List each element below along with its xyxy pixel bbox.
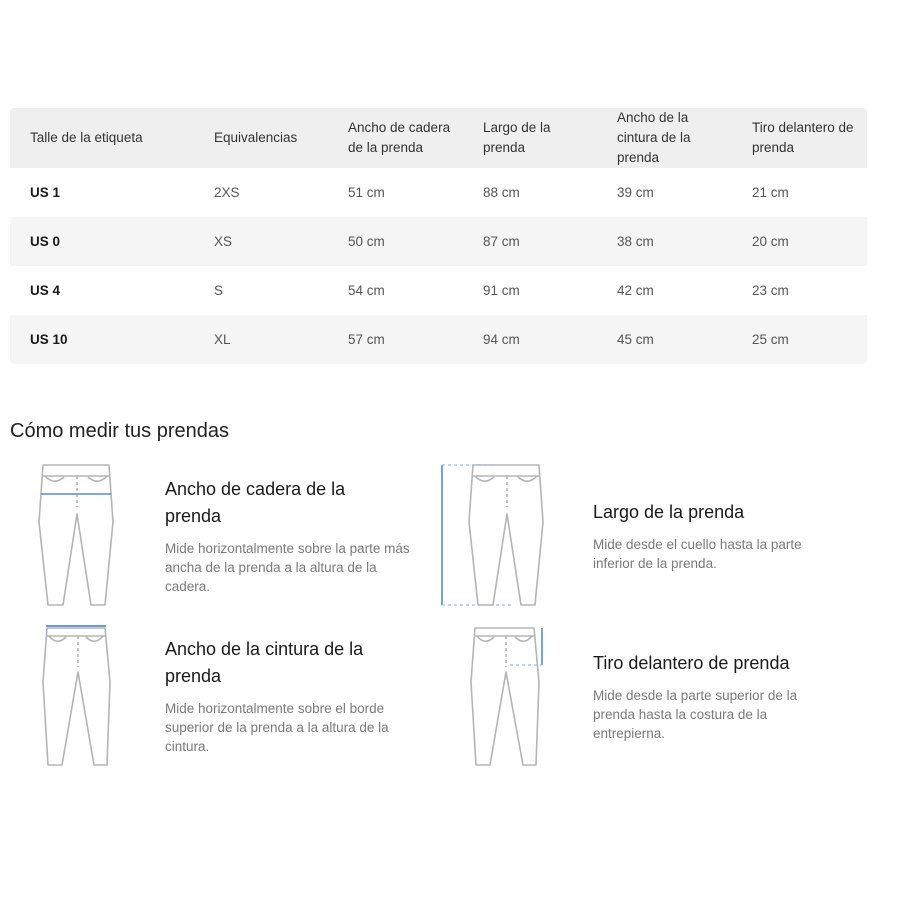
rise-value: 25 cm — [732, 315, 867, 364]
waist-value: 42 cm — [617, 283, 654, 298]
rise-value: 21 cm — [752, 185, 789, 200]
length-value: 87 cm — [463, 217, 597, 266]
guide-hip-title: Ancho de cadera de la prenda — [165, 479, 346, 526]
rise-value: 23 cm — [752, 283, 789, 298]
waist-value: 38 cm — [597, 217, 732, 266]
guide-length-desc: Mide desde el cuello hasta la parte inferior de la prenda. — [593, 537, 802, 571]
header-length: Largo de la prenda — [463, 108, 597, 168]
table-row — [10, 315, 867, 364]
table-row — [10, 217, 867, 266]
size-label: US 10 — [10, 315, 194, 364]
header-label: Talle de la etiqueta — [10, 108, 194, 168]
header-front-rise: Tiro delantero de prenda — [732, 108, 867, 168]
size-equivalence: XS — [194, 217, 328, 266]
length-value: 91 cm — [483, 283, 520, 298]
waist-value: 45 cm — [597, 315, 732, 364]
hip-value: 50 cm — [328, 217, 463, 266]
size-equivalence: XL — [194, 315, 328, 364]
measure-guide-title: Cómo medir tus prendas — [10, 420, 229, 442]
size-table — [10, 108, 867, 364]
size-equivalence: 2XS — [214, 185, 240, 200]
table-row — [10, 266, 867, 315]
length-value: 88 cm — [483, 185, 520, 200]
guide-rise-title: Tiro delantero de prenda — [593, 653, 790, 673]
waist-value: 39 cm — [617, 185, 654, 200]
size-label: US 0 — [10, 217, 194, 266]
header-hip-width: Ancho de cadera de la prenda — [328, 108, 463, 168]
header-equivalence: Equivalencias — [194, 108, 328, 168]
table-row — [10, 168, 867, 217]
pants-hip-icon — [36, 462, 116, 608]
pants-rise-icon — [466, 622, 550, 768]
length-value: 94 cm — [463, 315, 597, 364]
size-label: US 4 — [30, 283, 61, 298]
pants-waist-icon — [38, 622, 118, 768]
header-waist-width: Ancho de la cintura de la prenda — [597, 108, 732, 168]
guide-waist-desc: Mide horizontalmente sobre el borde superior de la prenda a la altura de la cintura. — [165, 701, 389, 754]
pants-length-icon — [436, 462, 546, 608]
guide-rise-desc: Mide desde la parte superior de la prenda hasta la costura de la entrepierna. — [593, 688, 798, 741]
hip-value: 54 cm — [348, 283, 385, 298]
size-equivalence: S — [214, 283, 224, 298]
guide-hip-desc: Mide horizontalmente sobre la parte más ancha de la prenda a la altura de la cadera. — [165, 541, 410, 594]
hip-value: 51 cm — [348, 185, 385, 200]
size-label: US 1 — [30, 185, 61, 200]
table-header-row — [10, 108, 867, 168]
hip-value: 57 cm — [328, 315, 463, 364]
rise-value: 20 cm — [732, 217, 867, 266]
guide-waist-title: Ancho de la cintura de la prenda — [165, 639, 364, 686]
guide-length-title: Largo de la prenda — [593, 502, 745, 522]
